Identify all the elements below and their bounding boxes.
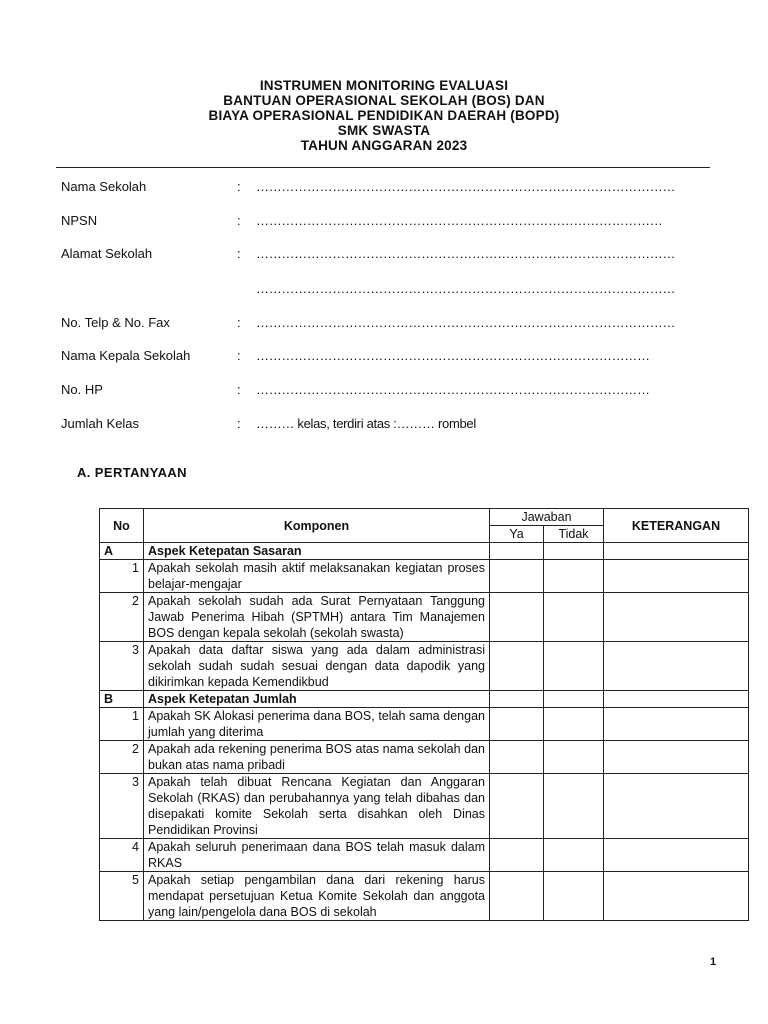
answer-tidak-cell[interactable] xyxy=(544,560,604,593)
row-komponen: Apakah SK Alokasi penerima dana BOS, telah sama dengan jumlah yang diterima xyxy=(144,708,490,741)
info-value: ………………………………………………………………………………… xyxy=(256,348,650,363)
answer-ya-cell[interactable] xyxy=(490,774,544,839)
info-label: No. Telp & No. Fax xyxy=(61,315,170,330)
answer-tidak-cell[interactable] xyxy=(544,872,604,921)
header-tidak: Tidak xyxy=(544,526,604,543)
keterangan-cell[interactable] xyxy=(604,774,749,839)
info-colon: : xyxy=(237,382,241,397)
row-number: 1 xyxy=(100,708,144,741)
info-value: ……… kelas, terdiri atas :……… rombel xyxy=(256,416,476,431)
row-komponen: Apakah telah dibuat Rencana Kegiatan dan Anggaran Sekolah (RKAS) dan perubahannya yang telah dibahas dan disepakati komite Sekolah serta disahkan oleh Dinas Pendidikan Provinsi xyxy=(144,774,490,839)
question-table xyxy=(99,508,749,921)
info-label: NPSN xyxy=(61,213,98,228)
answer-ya-cell[interactable] xyxy=(490,872,544,921)
answer-tidak-cell[interactable] xyxy=(544,593,604,642)
page-number: 1 xyxy=(710,956,717,968)
section-code: B xyxy=(100,691,144,708)
section-row xyxy=(100,543,749,560)
header-keterangan: KETERANGAN xyxy=(604,509,749,543)
answer-tidak-cell[interactable] xyxy=(544,708,604,741)
table-row xyxy=(100,708,749,741)
header-school-type: SMK SWASTA xyxy=(337,123,431,138)
info-row xyxy=(61,415,711,433)
info-label: No. HP xyxy=(61,382,103,397)
row-number: 1 xyxy=(100,560,144,593)
info-row xyxy=(61,280,711,298)
section-row xyxy=(100,691,749,708)
row-number: 3 xyxy=(100,642,144,691)
info-value: ……………………………………………………………………………………… xyxy=(256,179,676,194)
answer-ya-cell[interactable] xyxy=(490,543,544,560)
answer-ya-cell[interactable] xyxy=(490,839,544,872)
answer-tidak-cell[interactable] xyxy=(544,543,604,560)
info-label: Jumlah Kelas xyxy=(61,416,140,431)
section-title-pertanyaan: A. PERTANYAAN xyxy=(77,465,187,480)
row-number: 2 xyxy=(100,741,144,774)
info-row xyxy=(61,381,711,399)
keterangan-cell[interactable] xyxy=(604,872,749,921)
answer-ya-cell[interactable] xyxy=(490,560,544,593)
table-row xyxy=(100,839,749,872)
header-subtitle-bopd: BIAYA OPERASIONAL PENDIDIKAN DAERAH (BOPD) xyxy=(208,108,560,123)
section-title: Aspek Ketepatan Jumlah xyxy=(144,691,490,708)
row-number: 4 xyxy=(100,839,144,872)
answer-tidak-cell[interactable] xyxy=(544,774,604,839)
answer-tidak-cell[interactable] xyxy=(544,642,604,691)
section-title: Aspek Ketepatan Sasaran xyxy=(144,543,490,560)
answer-tidak-cell[interactable] xyxy=(544,741,604,774)
keterangan-cell[interactable] xyxy=(604,708,749,741)
keterangan-cell[interactable] xyxy=(604,560,749,593)
row-komponen: Apakah data daftar siswa yang ada dalam administrasi sekolah sudah sudah sesuai dengan data dapodik yang dikirimkan kepada Kemendikbud xyxy=(144,642,490,691)
row-komponen: Apakah sekolah sudah ada Surat Pernyataan Tanggung Jawab Penerima Hibah (SPTMH) antara Tim Manajemen BOS dengan kepala sekolah (sekolah swasta) xyxy=(144,593,490,642)
header-no: No xyxy=(100,509,144,543)
answer-ya-cell[interactable] xyxy=(490,708,544,741)
info-row xyxy=(61,178,711,196)
header-jawaban: Jawaban xyxy=(490,509,604,526)
row-number: 3 xyxy=(100,774,144,839)
info-colon: : xyxy=(237,246,241,261)
info-colon: : xyxy=(237,179,241,194)
table-row xyxy=(100,872,749,921)
info-value: ……………………………………………………………………………………… xyxy=(256,281,676,296)
table-row xyxy=(100,642,749,691)
keterangan-cell[interactable] xyxy=(604,593,749,642)
info-value: ……………………………………………………………………………………… xyxy=(256,315,676,330)
info-colon: : xyxy=(237,213,241,228)
answer-ya-cell[interactable] xyxy=(490,691,544,708)
info-label: Nama Kepala Sekolah xyxy=(61,348,191,363)
document-header xyxy=(0,78,768,153)
info-value: ……………………………………………………………………………………… xyxy=(256,246,676,261)
info-colon: : xyxy=(237,348,241,363)
info-label: Nama Sekolah xyxy=(61,179,147,194)
keterangan-cell[interactable] xyxy=(604,543,749,560)
answer-tidak-cell[interactable] xyxy=(544,691,604,708)
answer-ya-cell[interactable] xyxy=(490,593,544,642)
info-colon: : xyxy=(237,315,241,330)
table-row xyxy=(100,593,749,642)
info-row xyxy=(61,212,711,230)
header-komponen: Komponen xyxy=(144,509,490,543)
answer-ya-cell[interactable] xyxy=(490,741,544,774)
info-row xyxy=(61,347,711,365)
row-komponen: Apakah setiap pengambilan dana dari rekening harus mendapat persetujuan Ketua Komite Sekolah dan anggota yang lain/pengelola dana BOS di sekolah xyxy=(144,872,490,921)
header-title: INSTRUMEN MONITORING EVALUASI xyxy=(259,78,509,93)
info-row xyxy=(61,245,711,263)
row-komponen: Apakah ada rekening penerima BOS atas nama sekolah dan bukan atas nama pribadi xyxy=(144,741,490,774)
info-label: Alamat Sekolah xyxy=(61,246,153,261)
row-komponen: Apakah seluruh penerimaan dana BOS telah masuk dalam RKAS xyxy=(144,839,490,872)
keterangan-cell[interactable] xyxy=(604,642,749,691)
row-number: 5 xyxy=(100,872,144,921)
header-subtitle-bos: BANTUAN OPERASIONAL SEKOLAH (BOS) DAN xyxy=(223,93,545,108)
header-ya: Ya xyxy=(490,526,544,543)
table-row xyxy=(100,560,749,593)
info-value: …………………………………………………………………………………… xyxy=(256,213,663,228)
info-value: ………………………………………………………………………………… xyxy=(256,382,650,397)
keterangan-cell[interactable] xyxy=(604,839,749,872)
keterangan-cell[interactable] xyxy=(604,691,749,708)
info-colon: : xyxy=(237,416,241,431)
header-divider xyxy=(56,167,710,168)
row-number: 2 xyxy=(100,593,144,642)
info-row xyxy=(61,314,711,332)
table-row xyxy=(100,741,749,774)
keterangan-cell[interactable] xyxy=(604,741,749,774)
answer-tidak-cell[interactable] xyxy=(544,839,604,872)
section-code: A xyxy=(100,543,144,560)
answer-ya-cell[interactable] xyxy=(490,642,544,691)
table-row xyxy=(100,774,749,839)
row-komponen: Apakah sekolah masih aktif melaksanakan kegiatan proses belajar-mengajar xyxy=(144,560,490,593)
header-fiscal-year: TAHUN ANGGARAN 2023 xyxy=(300,138,468,153)
